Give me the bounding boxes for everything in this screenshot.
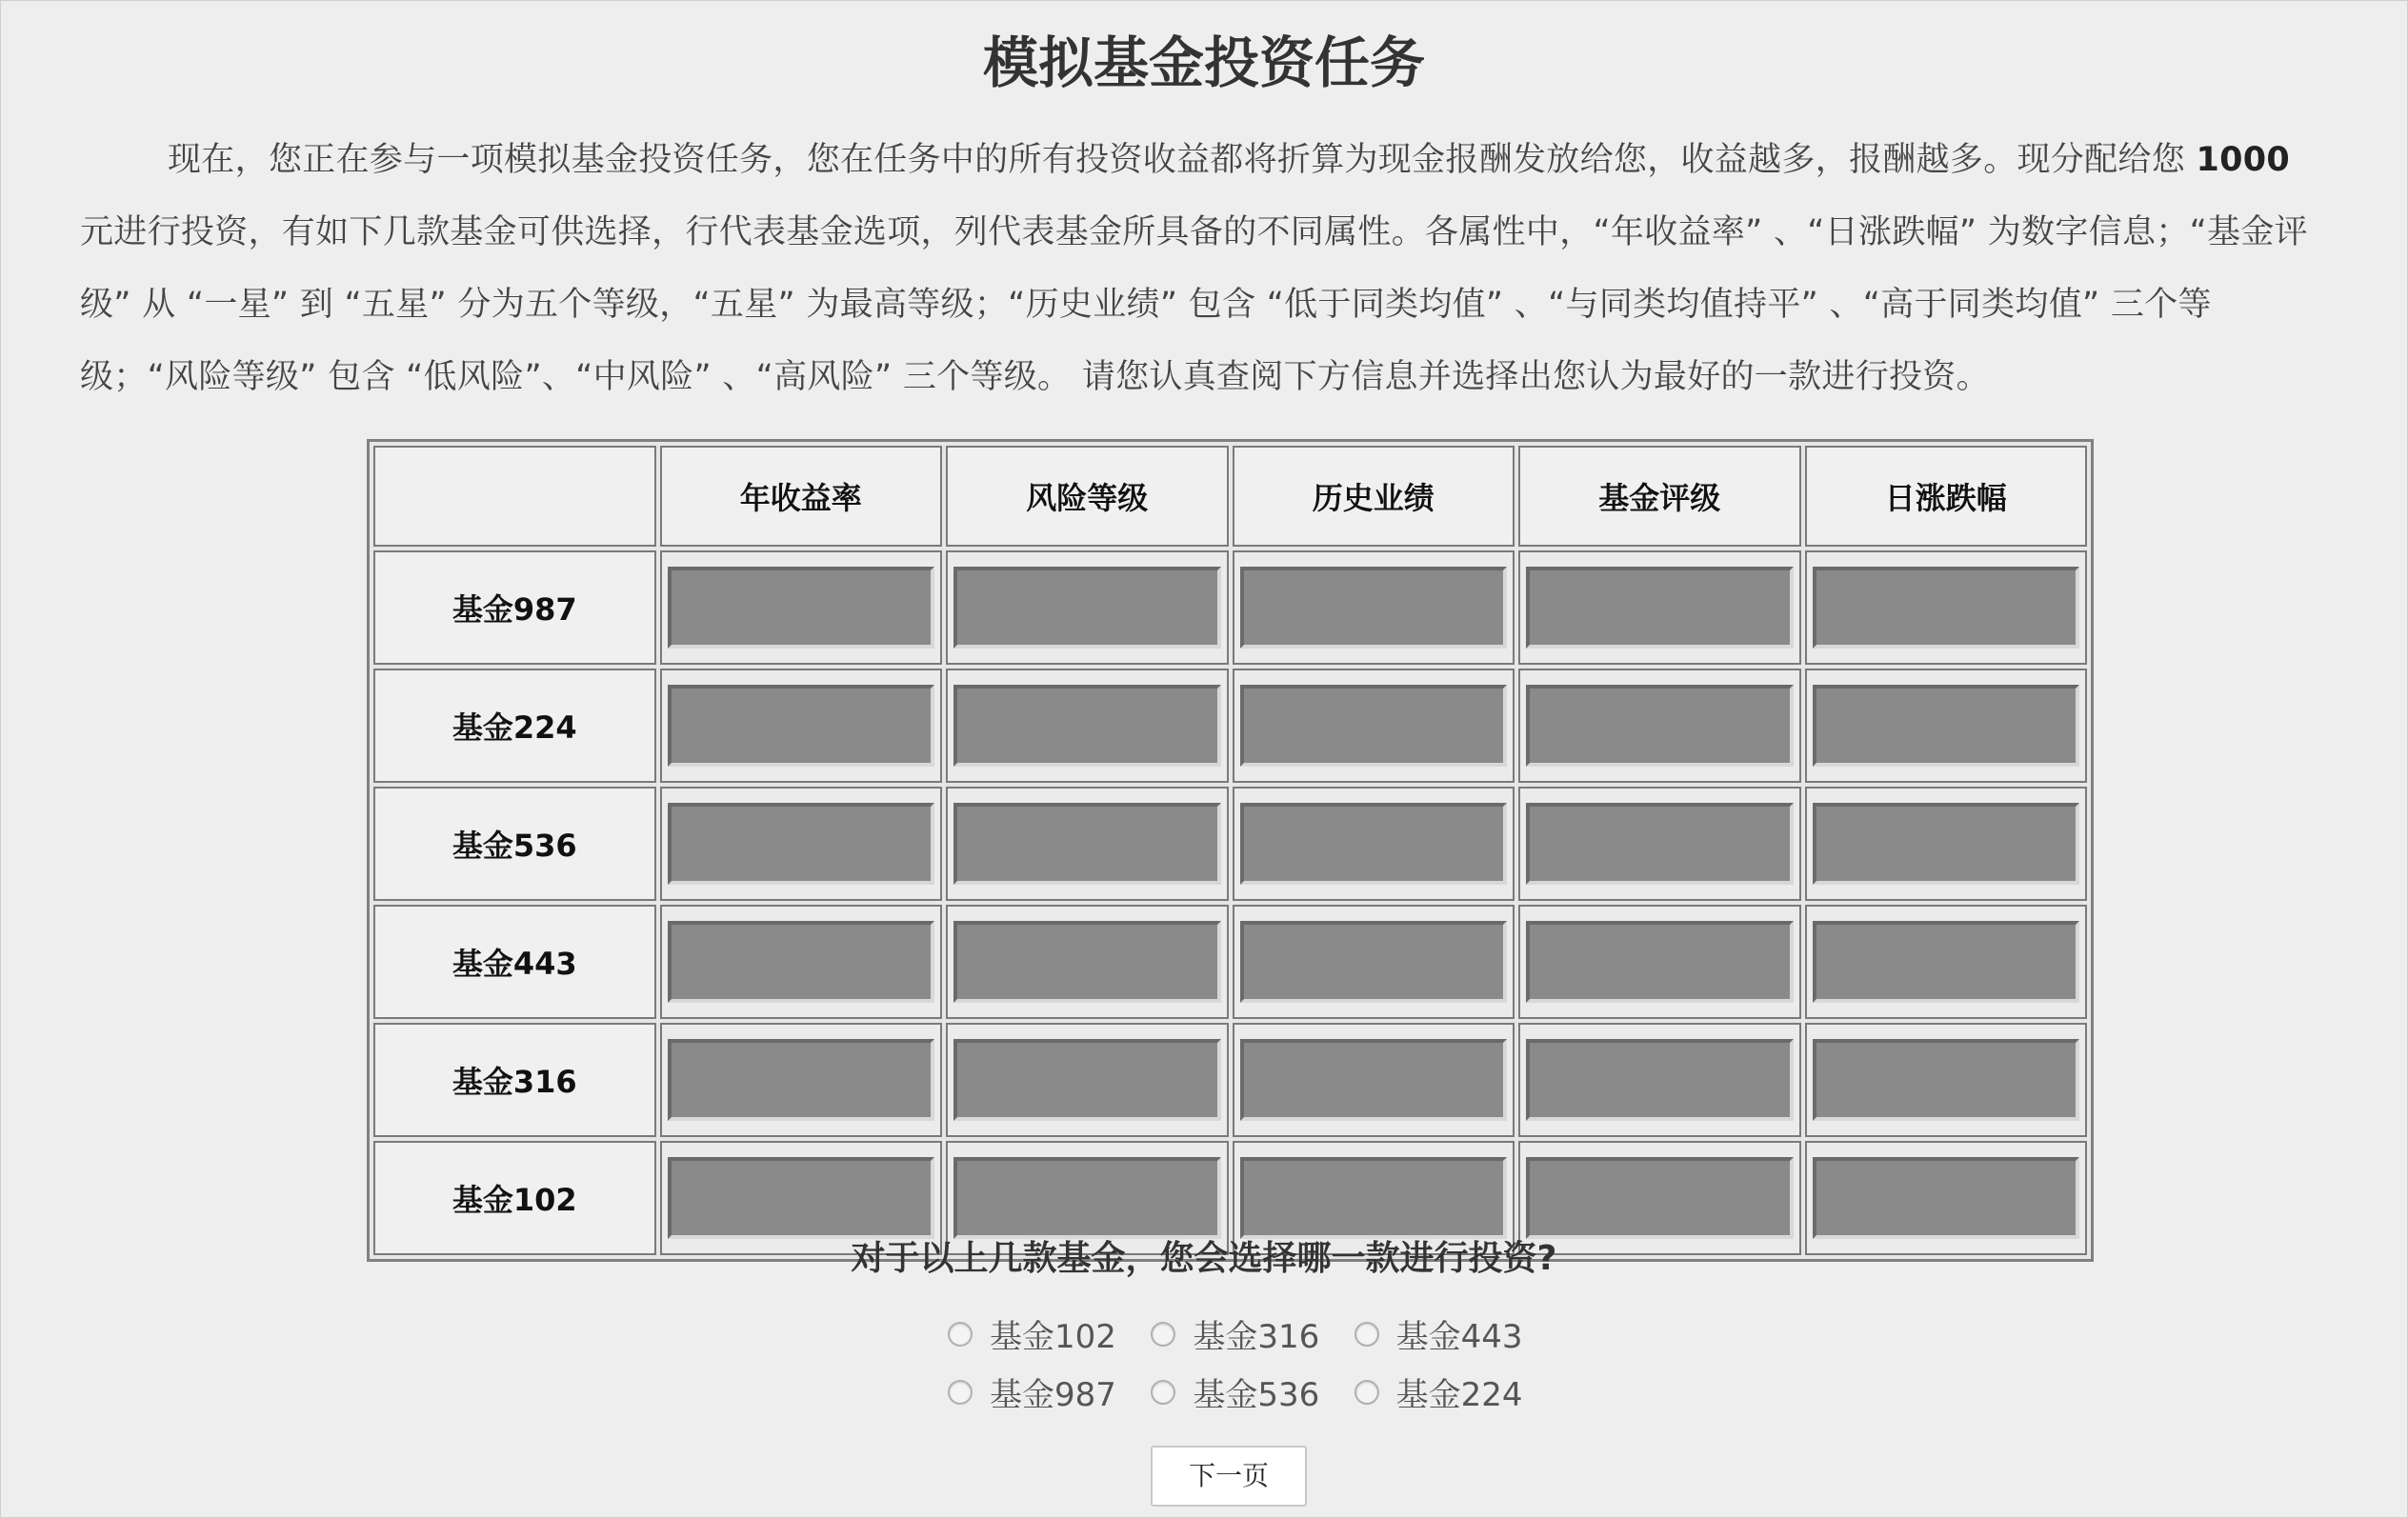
intro-text-2: 元进行投资，有如下几款基金可供选择，行代表基金选项，列代表基金所具备的不同属性。各属性中，“年收益率” 、“日涨跌幅” 为数字信息；“基金评级” 从 “一星” 到 “五星” 分为五个等级，“五星” 为最高等级；“历史业绩” 包含 “低于同类均值” 、“与同类均值持平” 、“高于同类均值” 三个等级；“风险等级” 包含 “低风险”、“中风险” 、“高风险” 三个等级。 请您认真查阅下方信息并选择出您认为最好的一款进行投资。 [80, 213, 2308, 396]
cell-mask[interactable] [953, 567, 1221, 649]
table-row [373, 905, 2087, 1019]
row-header-fund: 基金536 [373, 787, 656, 901]
hidden-cell[interactable] [660, 550, 943, 665]
fund-radio-group [948, 1305, 1557, 1421]
radio-option[interactable] [1151, 1310, 1354, 1357]
hidden-cell[interactable] [946, 669, 1229, 783]
row-header-fund: 基金987 [373, 550, 656, 665]
hidden-cell[interactable] [660, 787, 943, 901]
table-corner-cell [373, 446, 656, 547]
cell-mask[interactable] [1813, 921, 2080, 1003]
hidden-cell[interactable] [1518, 669, 1801, 783]
cell-mask[interactable] [1240, 803, 1508, 885]
cell-mask[interactable] [953, 685, 1221, 767]
hidden-cell[interactable] [1233, 787, 1515, 901]
radio-button[interactable] [948, 1380, 973, 1405]
radio-option[interactable] [1151, 1368, 1354, 1415]
cell-mask[interactable] [953, 803, 1221, 885]
cell-mask[interactable] [1813, 685, 2080, 767]
cell-mask[interactable] [1526, 1157, 1794, 1239]
radio-label[interactable]: 基金102 [990, 1318, 1116, 1356]
cell-mask[interactable] [668, 685, 935, 767]
hidden-cell[interactable] [1233, 669, 1515, 783]
radio-button[interactable] [1354, 1380, 1379, 1405]
hidden-cell[interactable] [1518, 905, 1801, 1019]
table-header-row [373, 446, 2087, 547]
intro-paragraph [80, 124, 2309, 413]
hidden-cell[interactable] [1805, 905, 2088, 1019]
hidden-cell[interactable] [1805, 669, 2088, 783]
cell-mask[interactable] [668, 567, 935, 649]
radio-button[interactable] [1354, 1322, 1379, 1347]
intro-amount: 1000 [2196, 141, 2291, 179]
cell-mask[interactable] [1526, 921, 1794, 1003]
radio-label[interactable]: 基金443 [1395, 1318, 1523, 1356]
table-row [373, 669, 2087, 783]
cell-mask[interactable] [1240, 1039, 1508, 1121]
cell-mask[interactable] [953, 921, 1221, 1003]
radio-row [948, 1305, 1557, 1363]
cell-mask[interactable] [1240, 921, 1508, 1003]
cell-mask[interactable] [1240, 1157, 1508, 1239]
hidden-cell[interactable] [1233, 905, 1515, 1019]
hidden-cell[interactable] [1233, 550, 1515, 665]
cell-mask[interactable] [1813, 567, 2080, 649]
radio-option[interactable] [948, 1368, 1151, 1415]
cell-mask[interactable] [1526, 685, 1794, 767]
hidden-cell[interactable] [1805, 1023, 2088, 1137]
radio-button[interactable] [1151, 1380, 1175, 1405]
radio-label[interactable]: 基金987 [990, 1376, 1116, 1414]
hidden-cell[interactable] [1233, 1023, 1515, 1137]
cell-mask[interactable] [1813, 1039, 2080, 1121]
cell-mask[interactable] [668, 803, 935, 885]
hidden-cell[interactable] [660, 905, 943, 1019]
cell-mask[interactable] [668, 1157, 935, 1239]
hidden-cell[interactable] [946, 787, 1229, 901]
row-header-fund: 基金316 [373, 1023, 656, 1137]
intro-text-1: 现在，您正在参与一项模拟基金投资任务，您在任务中的所有投资收益都将折算为现金报酬发放给您，收益越多，报酬越多。现分配给您 [168, 141, 2197, 179]
hidden-cell[interactable] [1805, 787, 2088, 901]
cell-mask[interactable] [1240, 567, 1508, 649]
hidden-cell[interactable] [1518, 550, 1801, 665]
choice-question: 对于以上几款基金，您会选择哪一款进行投资? [851, 1239, 1557, 1278]
radio-label[interactable]: 基金536 [1193, 1376, 1320, 1414]
column-header-history-performance: 历史业绩 [1233, 446, 1515, 547]
cell-mask[interactable] [953, 1157, 1221, 1239]
hidden-cell[interactable] [946, 550, 1229, 665]
column-header-risk-level: 风险等级 [946, 446, 1229, 547]
cell-mask[interactable] [1526, 1039, 1794, 1121]
table-row [373, 550, 2087, 665]
hidden-cell[interactable] [1518, 1023, 1801, 1137]
page-title: 模拟基金投资任务 [982, 30, 1425, 95]
radio-row [948, 1363, 1557, 1421]
hidden-cell[interactable] [946, 905, 1229, 1019]
radio-button[interactable] [1151, 1322, 1175, 1347]
column-header-annual-return: 年收益率 [660, 446, 943, 547]
table-row [373, 1023, 2087, 1137]
hidden-cell[interactable] [1805, 550, 2088, 665]
cell-mask[interactable] [1813, 803, 2080, 885]
cell-mask[interactable] [953, 1039, 1221, 1121]
radio-label[interactable]: 基金224 [1395, 1376, 1523, 1414]
hidden-cell[interactable] [660, 669, 943, 783]
radio-label[interactable]: 基金316 [1193, 1318, 1320, 1356]
cell-mask[interactable] [1240, 685, 1508, 767]
radio-option[interactable] [1354, 1310, 1557, 1357]
next-page-button[interactable]: 下一页 [1151, 1446, 1307, 1507]
hidden-cell[interactable] [1518, 787, 1801, 901]
table-row [373, 787, 2087, 901]
radio-button[interactable] [948, 1322, 973, 1347]
row-header-fund: 基金102 [373, 1141, 656, 1255]
row-header-fund: 基金224 [373, 669, 656, 783]
cell-mask[interactable] [668, 1039, 935, 1121]
radio-option[interactable] [1354, 1368, 1557, 1415]
column-header-fund-rating: 基金评级 [1518, 446, 1801, 547]
cell-mask[interactable] [1526, 803, 1794, 885]
radio-option[interactable] [948, 1310, 1151, 1357]
hidden-cell[interactable] [946, 1023, 1229, 1137]
row-header-fund: 基金443 [373, 905, 656, 1019]
cell-mask[interactable] [1526, 567, 1794, 649]
column-header-daily-change: 日涨跌幅 [1805, 446, 2088, 547]
cell-mask[interactable] [1813, 1157, 2080, 1239]
hidden-cell[interactable] [660, 1023, 943, 1137]
cell-mask[interactable] [668, 921, 935, 1003]
fund-attribute-table [367, 439, 2094, 1262]
